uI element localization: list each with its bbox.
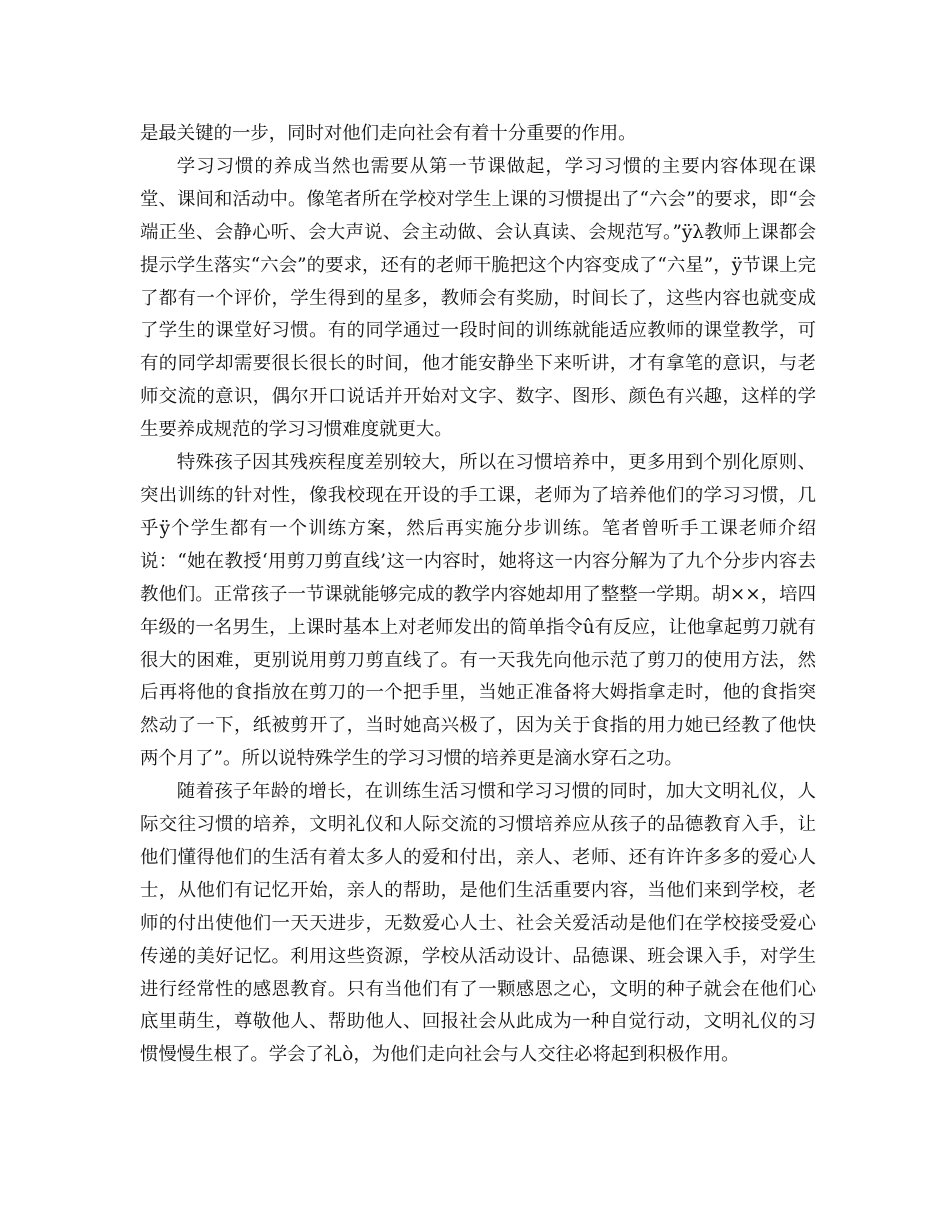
paragraph-study-habits: 学习习惯的养成当然也需要从第一节课做起，学习习惯的主要内容体现在课堂、课间和活动中。像笔者所在学校对学生上课的习惯提出了“六会”的要求，即“会端正坐、会静心听、会大声说、会主动做、会认真读、会规范写。”ÿλ教师上课都会提示学生落实“六会”的要求，还有的老师干脆把这个内容变成了“六星”，ÿ节课上完了都有一个评价，学生得到的星多，教师会有奖励，时间长了，这些内容也就变成了学生的课堂好习惯。有的同学通过一段时间的训练就能适应教师的课堂教学，可有的同学却需要很长很长的时间，他才能安静坐下来听讲，才有拿笔的意识，与老师交流的意识，偶尔开口说话并开始对文字、数字、图形、颜色有兴趣，这样的学生要养成规范的学习习惯难度就更大。 bbox=[140, 155, 816, 441]
paragraph-continuation: 是最关键的一步，同时对他们走向社会有着十分重要的作用。 bbox=[140, 123, 637, 144]
paragraph-etiquette-habits: 随着孩子年龄的增长，在训练生活习惯和学习习惯的同时，加大文明礼仪，人际交往习惯的培养，文明礼仪和人际交流的习惯培养应从孩子的品德教育入手，让他们懂得他们的生活有着太多人的爱和付出，亲人、老师、还有许许多多的爱心人士，从他们有记忆开始，亲人的帮助，是他们生活重要内容，当他们来到学校，老师的付出使他们一天天进步，无数爱心人士、社会关爱活动是他们在学校接受爱心传递的美好记忆。利用这些资源，学校从活动设计、品德课、班会课入手，对学生进行经常性的感恩教育。只有当他们有了一颗感恩之心，文明的种子就会在他们心底里萌生，尊敬他人、帮助他人、回报社会从此成为一种自觉行动，文明礼仪的习惯慢慢生根了。学会了礼ò，为他们走向社会与人交往必将起到积极作用。 bbox=[140, 781, 816, 1066]
document-page bbox=[140, 118, 816, 1072]
paragraph-special-children: 特殊孩子因其残疾程度差别较大，所以在习惯培养中，更多用到个别化原则、突出训练的针对性，像我校现在开设的手工课，老师为了培养他们的学习习惯，几乎ÿ个学生都有一个训练方案，然后再实施分步训练。笔者曾听手工课老师介绍说：“她在教授‘用剪刀剪直线’这一内容时，她将这一内容分解为了九个分步内容去教他们。正常孩子一节课就能够完成的教学内容她却用了整整一学期。胡××，培四年级的一名男生，上课时基本上对老师发出的简单指令û有反应，让他拿起剪刀就有很大的困难，更别说用剪刀剪直线了。有一天我先向他示范了剪刀的使用方法，然后再将他的食指放在剪刀的一个把手里，当她正准备将大姆指拿走时，他的食指突然动了一下，纸被剪开了，当时她高兴极了，因为关于食指的用力她已经教了他快两个月了”。所以说特殊学生的学习习惯的培养更是滴水穿石之功。 bbox=[140, 452, 816, 770]
